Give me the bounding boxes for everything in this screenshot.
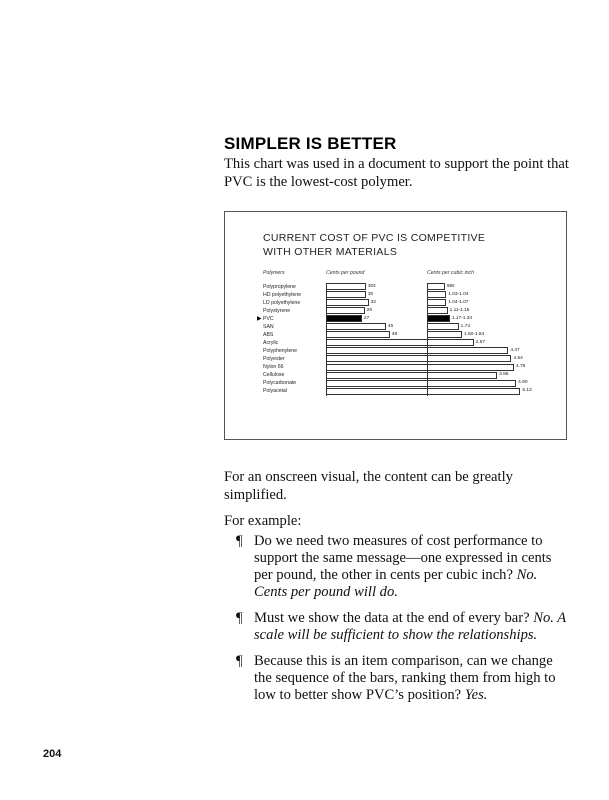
- bullet-item: [236, 533, 581, 601]
- bar: [427, 380, 516, 387]
- category-label: Nylon 66: [263, 364, 284, 370]
- bar-value-label: 2.57: [475, 339, 486, 345]
- chart-title-line-2: WITH OTHER MATERIALS: [263, 246, 398, 258]
- category-label: Polypropylene: [263, 283, 296, 290]
- bullet-answer: No. Cents per pound will do.: [254, 567, 538, 600]
- category-label: Polyphenylene: [263, 347, 298, 354]
- column-header-polymers: Polymers: [263, 270, 285, 276]
- chart-title-line-1: CURRENT COST OF PVC IS COMPETITIVE: [263, 232, 486, 244]
- bar-value-label: 1.04-1.07: [448, 299, 469, 305]
- bullet-answer: Yes.: [464, 687, 488, 703]
- category-label: SAN: [263, 323, 274, 330]
- category-label: ABS: [263, 331, 274, 338]
- bar: [427, 323, 459, 330]
- bar-value-label: 1.60-1.84: [463, 331, 485, 337]
- bar-value-label: 4.90: [518, 380, 528, 386]
- bar: [326, 299, 369, 306]
- bar-value-label: 1.74: [460, 323, 470, 329]
- pilcrow-icon: ¶: [236, 610, 243, 626]
- bar: [326, 291, 366, 298]
- paragraph-for-example: For example:: [224, 513, 302, 529]
- category-label: Cellulose: [263, 372, 285, 379]
- bar-value-label: 48: [391, 331, 398, 337]
- bar: [427, 347, 508, 354]
- bullet-question: Because this is an item comparison, can we change the sequence of the bars, ranking them from high to low to better show PVC’s position?: [254, 653, 556, 703]
- column-header-cents-per-cubic-inch: Cents per cubic inch: [427, 270, 474, 276]
- bar-value-label: 1.17-1.34: [451, 315, 473, 321]
- bar: [427, 283, 445, 290]
- bar: [427, 364, 514, 371]
- bar-value-label: 4.78: [515, 364, 526, 369]
- bar: [326, 323, 386, 330]
- bullet-item: [236, 653, 581, 704]
- bar: [326, 283, 366, 290]
- bar-value-label: 30: [367, 291, 374, 297]
- bar-value-label: 98¢: [446, 283, 455, 289]
- chart-figure: [224, 211, 567, 440]
- bar-value-label: 1.03-1.04: [448, 291, 469, 297]
- bar: [427, 315, 450, 322]
- category-label: PVC: [263, 315, 274, 322]
- bar: [427, 307, 448, 314]
- category-axis-line: [427, 283, 428, 396]
- category-label: HD polyethylene: [263, 291, 302, 298]
- bar-value-label: 27: [363, 315, 370, 321]
- category-axis-line: [326, 283, 327, 396]
- bullet-answer: No. A scale will be sufficient to show the relationships.: [254, 610, 566, 643]
- bar: [427, 388, 520, 395]
- bar: [427, 372, 497, 379]
- chart-title: [263, 231, 543, 259]
- bar-value-label: 4.64: [513, 355, 523, 361]
- bar-value-label: 1.11-1.15: [449, 307, 470, 313]
- paragraph-onscreen: For an onscreen visual, the content can be greatly simplified.: [224, 469, 513, 503]
- category-label: Polyester: [263, 355, 285, 362]
- bar-value-label: 4.47: [510, 347, 520, 353]
- bar-value-label: 45: [387, 323, 394, 329]
- bar: [427, 291, 446, 298]
- bar: [427, 339, 474, 346]
- bullet-question: Must we show the data at the end of every bar?: [254, 610, 530, 626]
- category-label: Polystyrene: [263, 307, 291, 314]
- bar-value-label: 5.13: [522, 388, 532, 394]
- bullet-list: [236, 533, 581, 713]
- pilcrow-icon: ¶: [236, 653, 243, 669]
- pvc-arrow-icon: ▶: [257, 315, 262, 322]
- category-label: Polycarbonate: [263, 380, 297, 387]
- bar: [427, 355, 511, 362]
- intro-paragraph: This chart was used in a document to support the point that PVC is the lowest-cost polymer.: [224, 156, 569, 190]
- bar-value-label: 29: [366, 307, 372, 313]
- bar-value-label: 30¢: [367, 283, 376, 289]
- page-number: 204: [43, 748, 62, 760]
- bar: [326, 315, 362, 322]
- category-label: Acrylic: [263, 339, 279, 346]
- pilcrow-icon: ¶: [236, 533, 243, 549]
- section-heading: SIMPLER IS BETTER: [224, 134, 397, 153]
- bar: [427, 331, 462, 338]
- category-label: LD polyethylene: [263, 299, 301, 306]
- bar-value-label: 3.85: [499, 372, 509, 378]
- bar: [326, 331, 390, 338]
- bar: [326, 339, 435, 346]
- bar: [427, 299, 446, 306]
- bar-value-label: 32: [370, 299, 376, 305]
- category-label: Polyacetal: [263, 388, 287, 395]
- bullet-question: Do we need two measures of cost performance to support the same message—one expressed in cents per pound, the other in cents per cubic inch?: [254, 533, 552, 583]
- bullet-item: [236, 610, 581, 644]
- column-header-cents-per-pound: Cents per pound: [326, 270, 365, 276]
- bar: [326, 307, 365, 314]
